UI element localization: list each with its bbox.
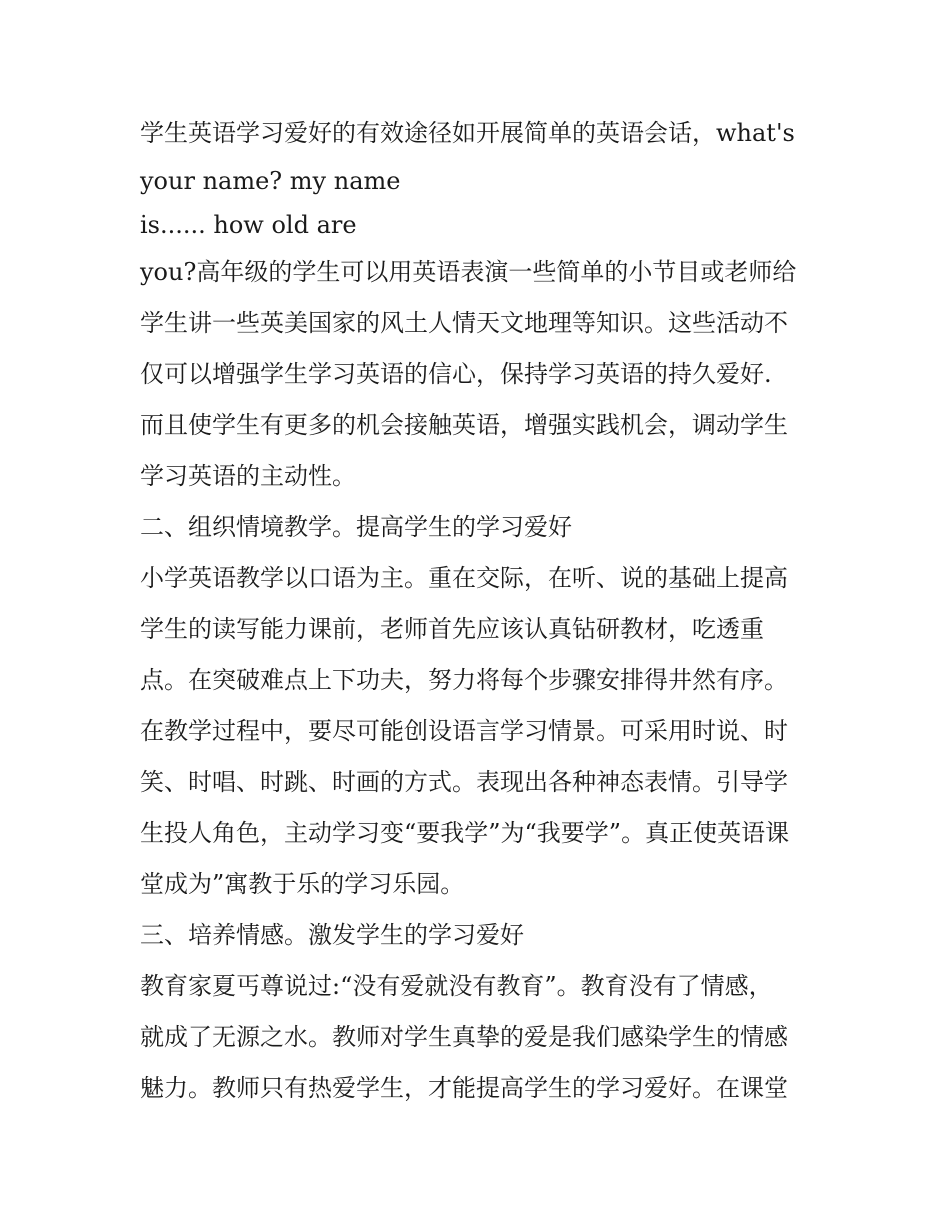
text-line: 学生讲一些英美国家的风土人情天文地理等知识。这些活动不 [140, 309, 788, 337]
text-line: 小学英语教学以口语为主。重在交际，在听、说的基础上提高 [140, 564, 788, 592]
section-heading: 三、培养情感。激发学生的学习爱好 [140, 921, 524, 949]
text-line: 学生的读写能力课前，老师首先应该认真钻研教材，吃透重 [140, 615, 764, 643]
body-text [140, 108, 820, 1114]
text-line: 学习英语的主动性。 [140, 462, 356, 490]
text-line: 点。在突破难点上下功夫，努力将每个步骤安排得井然有序。 [140, 666, 788, 694]
text-line: 在教学过程中，要尽可能创设语言学习情景。可采用时说、时 [140, 717, 788, 745]
text-line: you?高年级的学生可以用英语表演一些简单的小节目或老师给 [140, 258, 797, 286]
text-line: 教育家夏丐尊说过:“没有爱就没有教育”。教育没有了情感， [140, 972, 773, 1000]
text-line: 堂成为”寓教于乐的学习乐园。 [140, 870, 465, 898]
text-line: 仅可以增强学生学习英语的信心，保持学习英语的持久爱好. [140, 360, 772, 388]
text-line: 而且使学生有更多的机会接触英语，增强实践机会，调动学生 [140, 411, 788, 439]
text-line: is...... how old are [140, 211, 357, 239]
text-line: 就成了无源之水。教师对学生真挚的爱是我们感染学生的情感 [140, 1023, 788, 1051]
section-heading: 二、组织情境教学。提高学生的学习爱好 [140, 513, 572, 541]
text-line: 学生英语学习爱好的有效途径如开展简单的英语会话，what's [140, 119, 795, 147]
text-line: 笑、时唱、时跳、时画的方式。表现出各种神态表情。引导学 [140, 768, 788, 796]
text-line: 生投人角色，主动学习变“要我学”为“我要学”。真正使英语课 [140, 819, 790, 847]
text-line: 魅力。教师只有热爱学生，才能提高学生的学习爱好。在课堂 [140, 1074, 788, 1102]
text-line: your name? my name [140, 167, 401, 195]
